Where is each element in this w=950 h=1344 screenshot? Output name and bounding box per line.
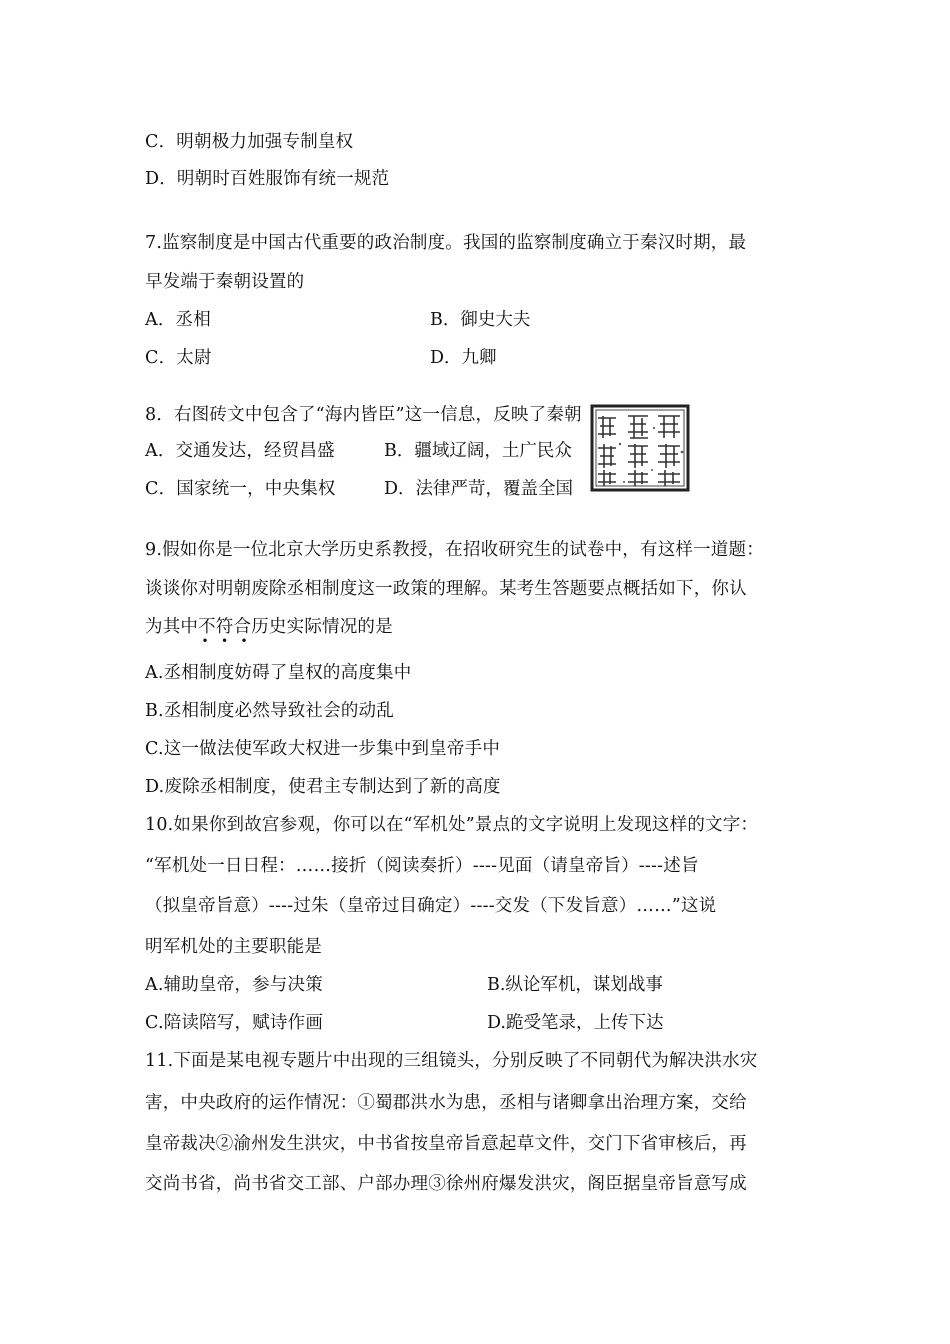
q7-option-b: B．御史大夫	[430, 310, 531, 330]
q6-option-c: C．明朝极力加强专制皇权	[145, 132, 354, 152]
q10-stem-line1: 10.如果你到故宫参观，你可以在“军机处”景点的文字说明上发现这样的文字：	[145, 815, 759, 835]
brick-inscription-image	[590, 404, 690, 492]
q10-stem-line2: “军机处一日日程：……接折（阅读奏折）----见面（请皇帝旨）----述旨	[145, 856, 699, 876]
q7-stem-line2: 早发端于秦朝设置的	[145, 272, 305, 292]
q9-stem-line3	[145, 613, 393, 648]
q8-stem: 8．右图砖文中包含了“海内皆臣”这一信息，反映了秦朝	[145, 405, 582, 425]
q7-stem-line1: 7.监察制度是中国古代重要的政治制度。我国的监察制度确立于秦汉时期，最	[145, 233, 747, 253]
q9-option-c: C.这一做法使军政大权进一步集中到皇帝手中	[145, 739, 501, 759]
q10-option-c: C.陪读陪写，赋诗作画	[145, 1013, 324, 1033]
q11-stem-line4: 交尚书省，尚书省交工部、户部办理③徐州府爆发洪灾，阁臣据皇帝旨意写成	[145, 1174, 747, 1194]
q9-stem-line1: 9.假如你是一位北京大学历史系教授，在招收研究生的试卷中，有这样一道题：	[145, 540, 764, 560]
q10-stem-line4: 明军机处的主要职能是	[145, 937, 322, 957]
q7-option-d: D．九卿	[430, 348, 497, 368]
q10-option-d: D.跪受笔录，上传下达	[487, 1013, 664, 1033]
q10-stem-line3: （拟皇帝旨意）----过朱（皇帝过目确定）----交发（下发旨意）……”这说	[145, 896, 717, 916]
q11-stem-line1: 11.下面是某电视专题片中出现的三组镜头，分别反映了不同朝代为解决洪水灾	[145, 1051, 758, 1071]
q9-stem-suffix: 历史实际情况的是	[251, 617, 393, 637]
q9-option-d: D.废除丞相制度，使君主专制达到了新的高度	[145, 777, 501, 797]
q8-option-c: C．国家统一，中央集权	[145, 479, 336, 499]
q9-stem-prefix: 为其中	[145, 617, 199, 637]
q10-option-a: A.辅助皇帝，参与决策	[145, 975, 323, 995]
q10-option-b: B.纵论军机，谋划战事	[487, 975, 663, 995]
q11-stem-line2: 害，中央政府的运作情况：①蜀郡洪水为患，丞相与诸卿拿出治理方案，交给	[145, 1093, 747, 1113]
q9-option-a: A.丞相制度妨碍了皇权的高度集中	[145, 663, 412, 683]
q11-stem-line3: 皇帝裁决②渝州发生洪灾，中书省按皇帝旨意起草文件，交门下省审核后，再	[145, 1134, 747, 1154]
q9-stem-line2: 谈谈你对明朝废除丞相制度这一政策的理解。某考生答题要点概括如下，你认	[145, 579, 747, 599]
q7-option-a: A．丞相	[145, 310, 211, 330]
emphasis-dots: • • •	[201, 634, 248, 648]
q8-option-a: A．交通发达，经贸昌盛	[145, 441, 335, 461]
q6-option-d: D．明朝时百姓服饰有统一规范	[145, 169, 390, 189]
q9-emphasis-not-match: 不符合 • • •	[198, 617, 252, 648]
q8-option-d: D．法律严苛，覆盖全国	[384, 479, 574, 499]
q9-option-b: B.丞相制度必然导致社会的动乱	[145, 701, 394, 721]
q7-option-c: C．太尉	[145, 348, 212, 368]
q8-option-b: B．疆域辽阔，土广民众	[384, 441, 572, 461]
